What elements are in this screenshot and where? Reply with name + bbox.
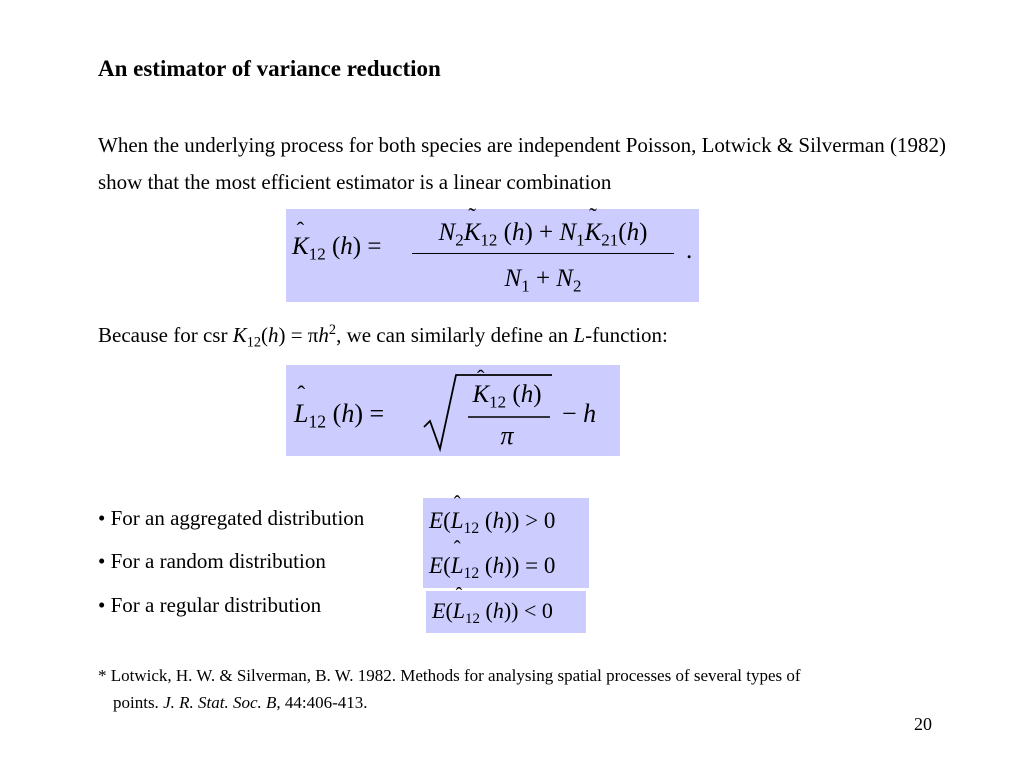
csr-k-subscript: 12 <box>246 334 261 351</box>
csr-text-c: -function: <box>585 322 668 347</box>
bullet-random: • For a random distribution <box>98 549 326 573</box>
csr-text-a: Because for csr <box>98 322 233 347</box>
footnote-journal: J. R. Stat. Soc. B, <box>163 693 281 712</box>
footnote-line-1: * Lotwick, H. W. & Silverman, B. W. 1982. Methods for analysing spatial processes of several types of <box>98 666 801 685</box>
formula-regular: E(ˆ $L_{12}$ (h)) < 0 <box>426 591 586 633</box>
slide-title: An estimator of variance reduction <box>98 56 441 81</box>
csr-h: h <box>318 322 329 347</box>
formula-k-hat-combination: ˆ $K_{12}$ (h) = $N_2˜$ $K_{12}$ $(h) + N_1˜$ $K_{21}(h)$ $N_1 + N_2$ . <box>286 209 699 302</box>
csr-l-symbol: L <box>573 322 586 347</box>
bullet-regular: • For a regular distribution <box>98 593 322 617</box>
csr-paragraph <box>98 312 668 361</box>
footnote-points: points. <box>113 693 164 712</box>
footnote-line-2 <box>113 689 368 716</box>
csr-eq-pi: = π <box>285 322 319 347</box>
formula-l-hat-function: ˆ $L_{12}$ (h) = ˆ $K_{12}$ (h) π − h <box>286 365 620 456</box>
footnote-volume: 44:406-413. <box>280 693 368 712</box>
intro-paragraph: When the underlying process for both species are independent Poisson, Lotwick & Silverman (1982) show that the most efficient estimator is a linear combination <box>98 133 946 194</box>
csr-text-b: , we can similarly define an <box>336 322 574 347</box>
csr-k-symbol: K <box>232 322 247 347</box>
formula-random: E(ˆ $L_{12}$ (h)) = 0 <box>423 544 589 588</box>
csr-square: 2 <box>328 322 337 338</box>
formula-aggregated: E(ˆ $L_{12}$ (h)) > 0 <box>423 498 589 544</box>
page-number: 20 <box>914 714 932 734</box>
csr-paren-h: (h) <box>260 322 286 347</box>
bullet-aggregated: • For an aggregated distribution <box>98 506 365 530</box>
